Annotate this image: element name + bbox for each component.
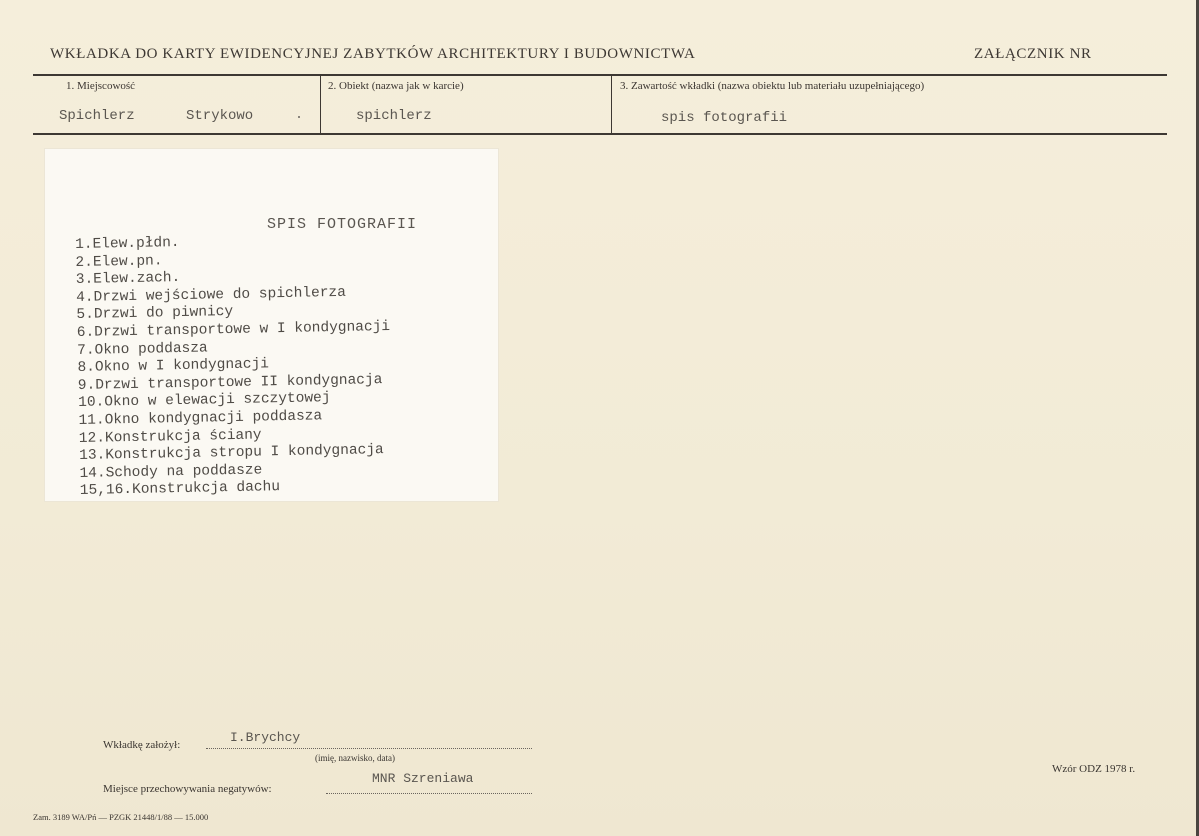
header-rule-bottom	[33, 133, 1167, 135]
negatives-storage-label: Miejsce przechowywania negatywów:	[103, 783, 272, 795]
object-label: 2. Obiekt (nazwa jak w karcie)	[328, 80, 464, 92]
list-item: 4.Drzwi wejściowe do spichlerza	[76, 284, 347, 306]
list-item: 8.Okno w I kondygnacji	[77, 356, 270, 377]
field-divider-1	[320, 76, 321, 134]
locality-label: 1. Miejscowość	[66, 80, 136, 92]
content-label: 3. Zawartość wkładki (nazwa obiektu lub materiału uzupełniającego)	[620, 80, 925, 92]
list-item: 14.Schody na poddasze	[79, 462, 263, 482]
list-item: 11.Okno kondygnacji poddasza	[78, 408, 323, 429]
list-item: 2.Elew.pn.	[75, 252, 163, 271]
list-item: 12.Konstrukcja ściany	[78, 426, 262, 447]
photo-list-slip	[45, 149, 498, 501]
negatives-storage-line	[326, 793, 532, 794]
ink-speck	[298, 116, 300, 118]
negatives-storage-value: MNR Szreniawa	[372, 771, 474, 786]
founded-by-value: I.Brychcy	[230, 730, 301, 745]
form-pattern-note: Wzór ODZ 1978 r.	[1052, 763, 1136, 775]
photo-list-title: SPIS FOTOGRAFII	[267, 216, 418, 233]
list-item: 7.Okno poddasza	[77, 340, 208, 359]
list-item: 15,16.Konstrukcja dachu	[79, 479, 281, 500]
locality-object-value: Spichlerz	[59, 108, 135, 124]
object-value: spichlerz	[356, 108, 432, 124]
founded-by-label: Wkładkę założył:	[103, 739, 181, 751]
locality-place-value: Strykowo	[186, 108, 254, 124]
list-item: 1.Elew.płdn.	[75, 234, 180, 253]
founded-by-line	[206, 748, 532, 749]
annex-number-label: ZAŁĄCZNIK NR	[974, 46, 1092, 62]
field-divider-2	[611, 76, 612, 134]
list-item: 9.Drzwi transportowe II kondygnacja	[77, 371, 383, 394]
list-item: 10.Okno w elewacji szczytowej	[78, 390, 331, 412]
list-item: 5.Drzwi do piwnicy	[76, 304, 234, 324]
list-item: 3.Elew.zach.	[75, 270, 181, 289]
print-order-code: Zam. 3189 WA/Pń — PZGK 21448/1/88 — 15.000	[33, 812, 209, 822]
form-title: WKŁADKA DO KARTY EWIDENCYJNEJ ZABYTKÓW ARCHITEKTURY I BUDOWNICTWA	[50, 46, 696, 62]
content-value: spis fotografii	[661, 110, 788, 126]
founded-by-caption: (imię, nazwisko, data)	[315, 753, 395, 763]
photo-list	[75, 231, 393, 501]
list-item: 13.Konstrukcja stropu I kondygnacja	[79, 442, 384, 465]
list-item: 6.Drzwi transportowe w I kondygnacji	[76, 318, 391, 341]
header-rule-top	[33, 74, 1167, 76]
